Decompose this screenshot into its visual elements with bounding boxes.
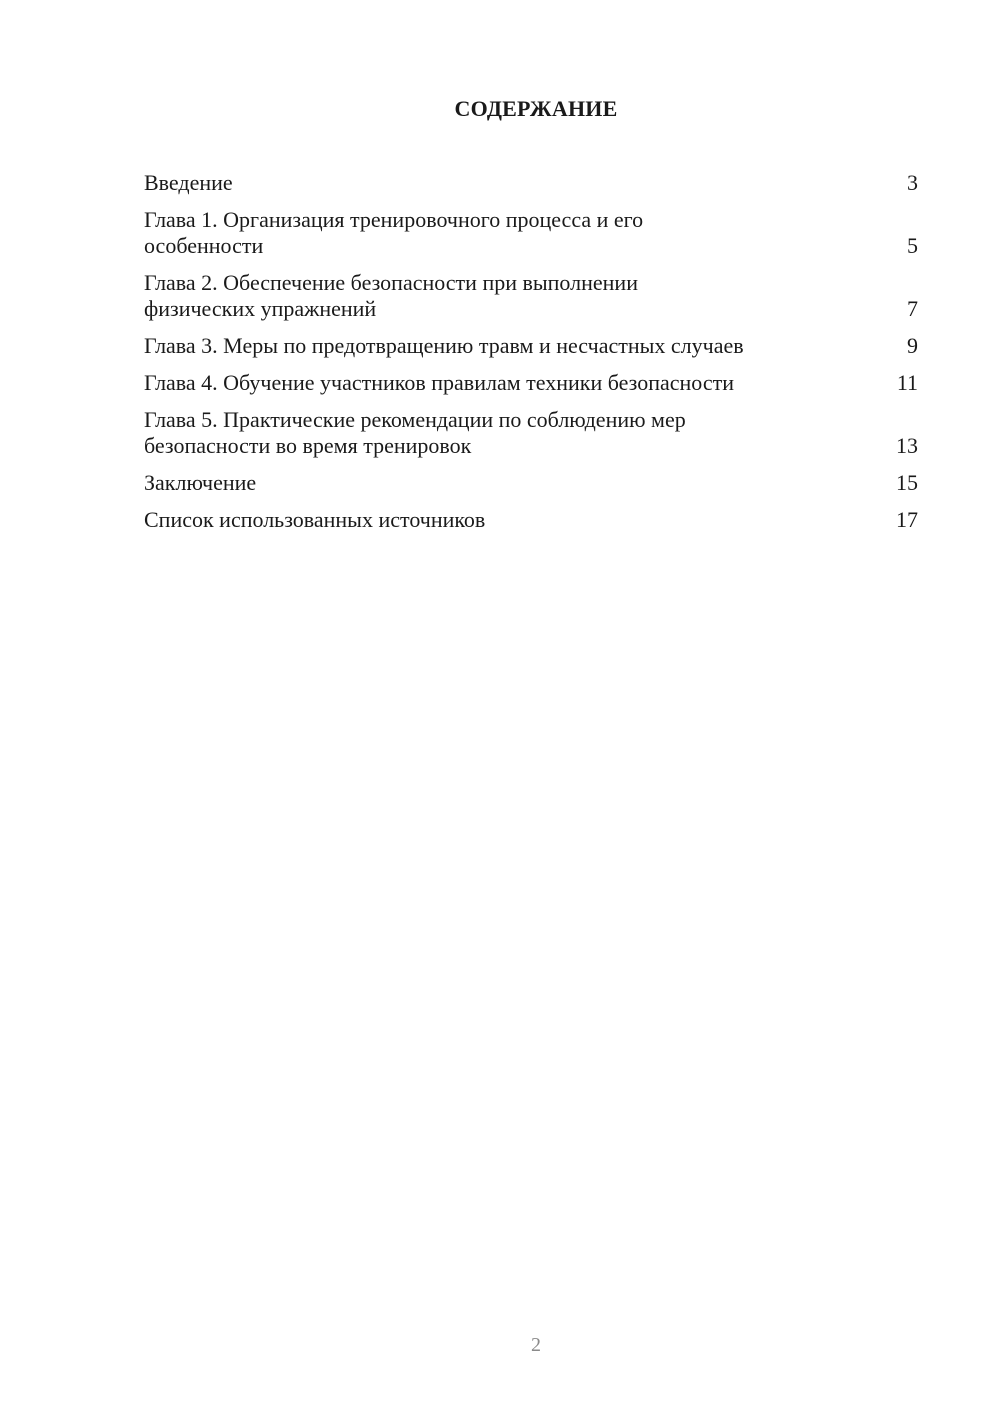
table-of-contents: [144, 170, 918, 544]
toc-entry-chapter-1[interactable]: [144, 207, 918, 259]
toc-entry-page: 17: [896, 507, 918, 532]
toc-entry-title: Глава 1. Организация тренировочного процесса и его особенности: [144, 207, 644, 258]
toc-entry-title: Глава 2. Обеспечение безопасности при выполнении физических упражнений: [144, 270, 638, 321]
toc-entry-title: Заключение: [144, 470, 257, 495]
toc-entry-chapter-3[interactable]: [144, 333, 918, 359]
toc-entry-page: 7: [907, 296, 918, 321]
toc-entry-title: Список использованных источников: [144, 507, 486, 532]
toc-entry-title: Введение: [144, 170, 233, 195]
toc-entry-references[interactable]: [144, 507, 918, 533]
toc-entry-conclusion[interactable]: [144, 470, 918, 496]
toc-entry-page: 9: [907, 333, 918, 358]
toc-entry-chapter-2[interactable]: [144, 270, 918, 322]
toc-entry-page: 15: [896, 470, 918, 495]
toc-entry-title: Глава 3. Меры по предотвращению травм и несчастных случаев: [144, 333, 744, 358]
toc-entry-page: 13: [896, 433, 918, 458]
toc-entry-title: Глава 4. Обучение участников правилам техники безопасности: [144, 370, 735, 395]
toc-entry-chapter-4[interactable]: [144, 370, 918, 396]
toc-entry-page: 3: [907, 170, 918, 195]
toc-entry-chapter-5[interactable]: [144, 407, 918, 459]
toc-entry-title: Глава 5. Практические рекомендации по соблюдению мер безопасности во время тренировок: [144, 407, 686, 458]
toc-entry-introduction[interactable]: [144, 170, 918, 196]
page-number: 2: [531, 1334, 541, 1356]
toc-entry-page: 5: [907, 233, 918, 258]
toc-entry-page: 11: [896, 370, 918, 395]
page-title: СОДЕРЖАНИЕ: [454, 96, 618, 121]
